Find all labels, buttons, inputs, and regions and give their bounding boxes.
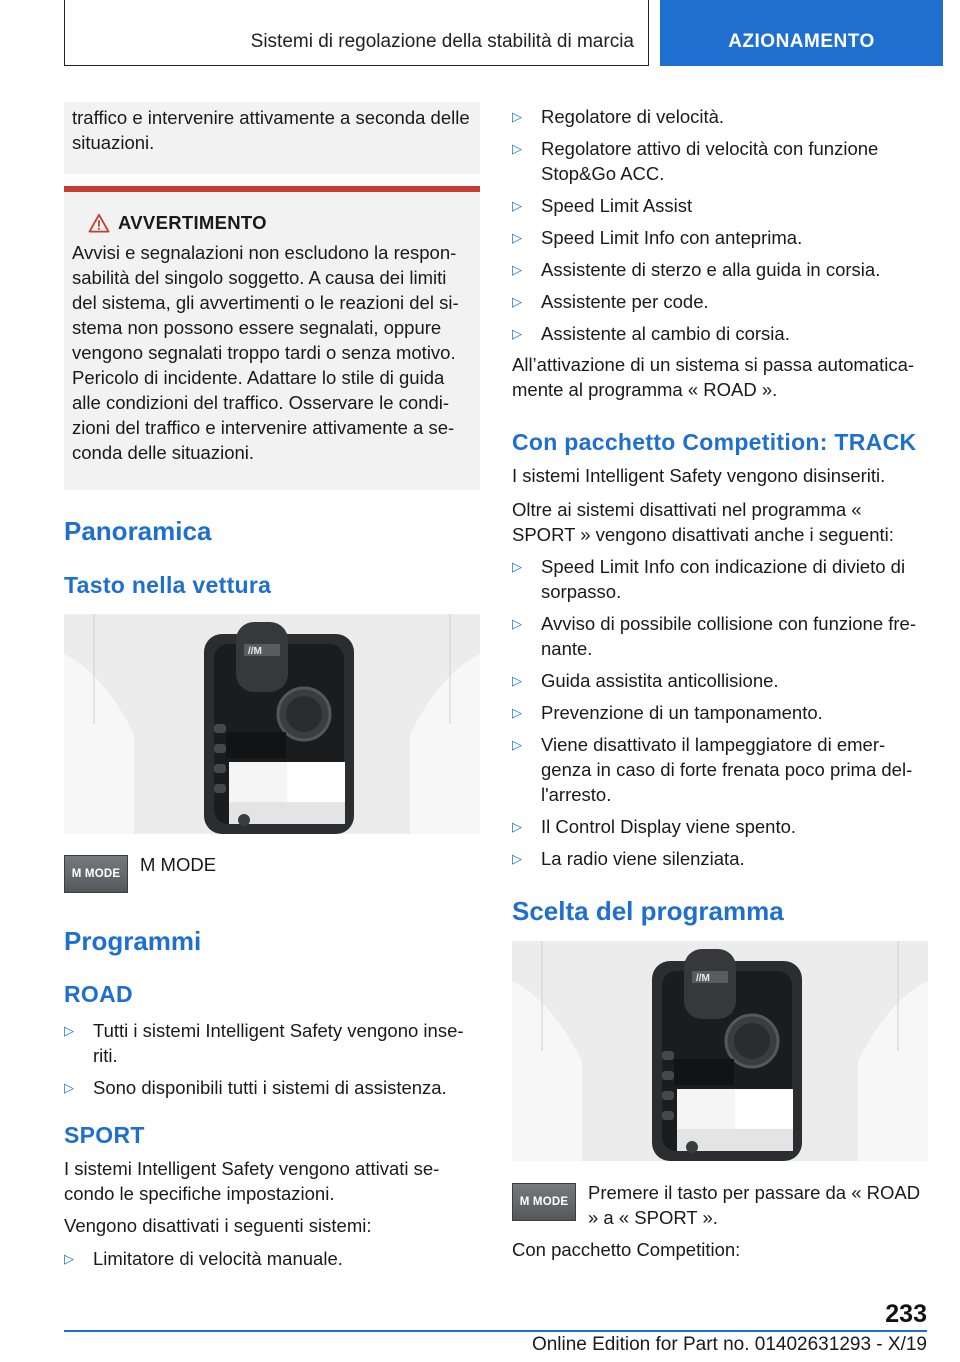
m-mode-button-text-2: M MODE bbox=[519, 1196, 569, 1208]
header-chapter-tab[interactable] bbox=[660, 0, 943, 66]
console-illustration-2 bbox=[512, 941, 928, 1161]
footer-edition: Online Edition for Part no. 01402631293 - X/19 bbox=[531, 1334, 927, 1355]
page-number: 233 bbox=[885, 1300, 927, 1328]
track-paragraph-1: I sistemi Intelligent Safety vengono disinseriti. bbox=[512, 465, 886, 486]
console-illustration bbox=[64, 614, 480, 834]
activation-paragraph: All’attivazione di un sistema si passa automatica-mente al programma « ROAD ». bbox=[512, 354, 915, 400]
sport-paragraph-2: Vengono disattivati i seguenti sistemi: bbox=[64, 1215, 372, 1236]
competition-paragraph: Con pacchetto Competition: bbox=[512, 1239, 741, 1260]
heading-sport: SPORT bbox=[64, 1122, 145, 1148]
list-item: ▷ Avviso di possibile collisione con funzione fre-nante. bbox=[512, 611, 928, 661]
sport-list bbox=[64, 1246, 480, 1278]
list-item: ▷ La radio viene silenziata. bbox=[512, 846, 928, 871]
heading-programmi: Programmi bbox=[64, 926, 202, 956]
list-item: ▷ Speed Limit Info con indicazione di divieto di sorpasso. bbox=[512, 554, 928, 604]
list-item: ▷ Assistente per code. bbox=[512, 289, 928, 314]
list-item: ▷ Prevenzione di un tamponamento. bbox=[512, 700, 928, 725]
heading-panoramica: Panoramica bbox=[64, 516, 212, 546]
m-mode-button-text: M MODE bbox=[71, 868, 121, 880]
intro-text: traffico e intervenire attivamente a seconda delle situazioni. bbox=[72, 107, 470, 153]
list-item: ▷ Guida assistita anticollisione. bbox=[512, 668, 928, 693]
warning-header bbox=[72, 212, 472, 234]
list-item: ▷ Viene disattivato il lampeggiatore di emer-genza in caso di forte frenata poco prima del-l'arresto. bbox=[512, 732, 928, 807]
header-section-title: Sistemi di regolazione della stabilità di marcia bbox=[250, 30, 634, 52]
header-chapter-label: AZIONAMENTO bbox=[728, 31, 875, 52]
road-list bbox=[64, 1018, 480, 1107]
heading-track: Con pacchetto Competition: TRACK bbox=[512, 429, 917, 455]
header-section-box bbox=[64, 0, 649, 66]
list-item: ▷ Sono disponibili tutti i sistemi di assistenza. bbox=[64, 1075, 480, 1100]
list-item: ▷ Limitatore di velocità manuale. bbox=[64, 1246, 480, 1271]
m-mode-button-image bbox=[64, 855, 128, 893]
warning-text: Avvisi e segnalazioni non escludono la respon-sabilità del singolo soggetto. A causa dei limiti del sistema, gli avvertimenti o le reazioni del si-stema non possono essere segnalati, oppure vengono segnalati troppo tardi o senza motivo. Pericolo di incidente. Adattare lo stile di guida alle condizioni del traffico. Osservare le condi-zioni del traffico e intervenire attivamente a se-conda delle situazioni. bbox=[72, 242, 459, 463]
list-item: ▷ Speed Limit Info con anteprima. bbox=[512, 225, 928, 250]
m-mode-button-image-2 bbox=[512, 1183, 576, 1221]
track-disabled-list bbox=[512, 554, 928, 878]
list-item: ▷ Speed Limit Assist bbox=[512, 193, 928, 218]
list-item: ▷ Assistente al cambio di corsia. bbox=[512, 321, 928, 346]
press-instruction: Premere il tasto per passare da « ROAD » a « SPORT ». bbox=[588, 1182, 921, 1228]
list-item: ▷ Assistente di sterzo e alla guida in corsia. bbox=[512, 257, 928, 282]
m-mode-label: M MODE bbox=[140, 854, 217, 875]
svg-text://M: //M bbox=[696, 973, 710, 984]
list-item: ▷ Regolatore attivo di velocità con funzione Stop&Go ACC. bbox=[512, 136, 928, 186]
warning-title: AVVERTIMENTO bbox=[118, 212, 267, 233]
list-item: ▷ Tutti i sistemi Intelligent Safety vengono inse-riti. bbox=[64, 1018, 480, 1068]
svg-text://M: //M bbox=[248, 646, 262, 657]
car-console-photo bbox=[64, 614, 480, 834]
warning-box bbox=[64, 186, 480, 490]
car-console-photo-2 bbox=[512, 941, 928, 1161]
list-item: ▷ Il Control Display viene spento. bbox=[512, 814, 928, 839]
footer-rule bbox=[64, 1330, 927, 1332]
heading-scelta: Scelta del programma bbox=[512, 896, 784, 926]
warning-triangle-icon bbox=[88, 213, 110, 233]
disabled-systems-list bbox=[512, 104, 928, 353]
heading-tasto: Tasto nella vettura bbox=[64, 572, 272, 598]
sport-paragraph-1: I sistemi Intelligent Safety vengono attivati se-condo le specifiche impostazioni. bbox=[64, 1158, 440, 1204]
intro-block bbox=[64, 102, 480, 174]
list-item: ▷ Regolatore di velocità. bbox=[512, 104, 928, 129]
track-paragraph-2: Oltre ai sistemi disattivati nel programma « SPORT » vengono disattivati anche i seguenti: bbox=[512, 499, 894, 545]
heading-road: ROAD bbox=[64, 981, 133, 1007]
